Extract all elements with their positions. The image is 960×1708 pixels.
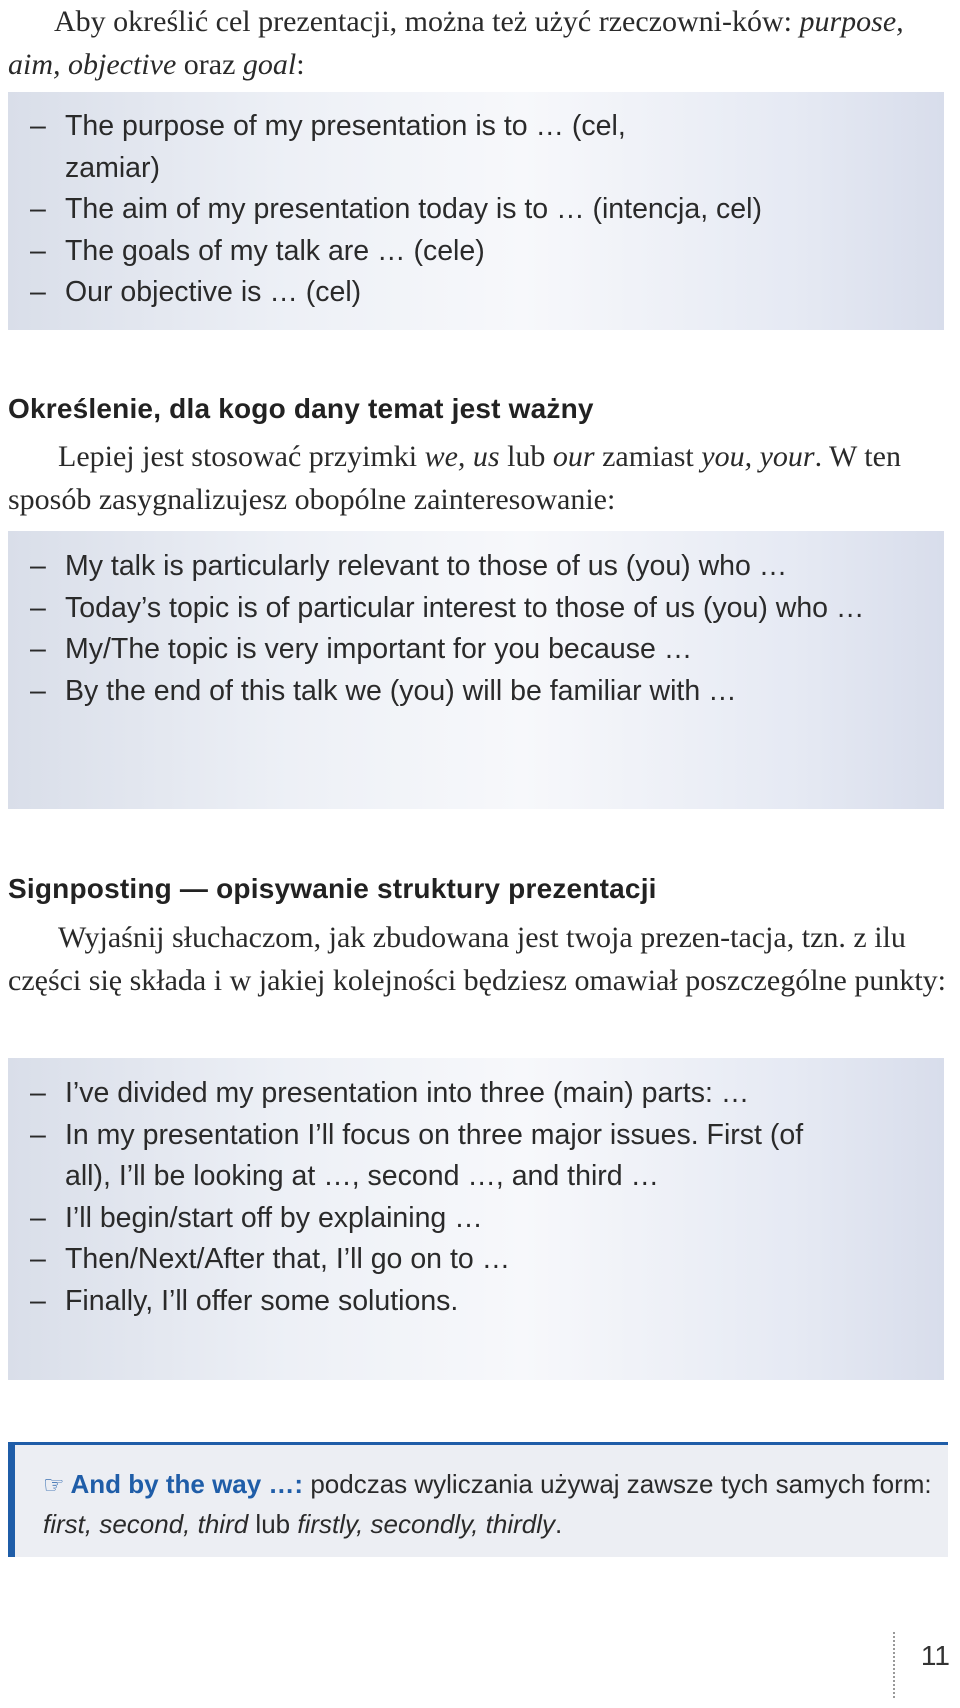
phrase-box-purpose [8,92,944,330]
dash-bullet: – [30,193,46,225]
dash-bullet: – [30,1243,46,1275]
page-number: 11 [920,1640,950,1671]
dash-bullet: – [30,1201,46,1234]
relevance-italic-3: you, your [701,440,815,473]
relevance-italic-2: our [552,440,595,473]
list-item [8,1115,944,1198]
tip-italic-2: firstly, secondly, thirdly [297,1509,556,1539]
section-heading-relevance: Określenie, dla kogo dany temat jest ważny [8,393,594,424]
list-item [8,1198,944,1240]
list-item [8,106,944,189]
list-item-text: Finally, I’ll offer some solutions. [65,1284,459,1317]
intro-text-mid: oraz [176,48,243,81]
tip-label: And by the way …: [70,1469,304,1499]
page-number-divider [893,1632,895,1698]
dash-bullet: – [30,1118,46,1151]
list-item [8,231,944,273]
dash-bullet: – [30,674,46,707]
pointing-hand-icon: ☞ [43,1472,65,1499]
relevance-paragraph [8,435,952,521]
dash-bullet: – [30,110,46,142]
tip-text [43,1465,943,1543]
intro-paragraph [8,0,952,86]
list-item-text: Then/Next/After that, I’ll go on to … [65,1243,511,1275]
list-item-text: Today’s topic is of particular interest to those of us (you) who … [65,591,865,624]
dash-bullet: – [30,591,46,624]
list-item-text: The purpose of my presentation is to … (cel, zamiar) [65,110,626,184]
list-item-text: The goals of my talk are … (cele) [65,234,485,267]
list-item-text: I’ve divided my presentation into three (main) parts: … [65,1077,750,1109]
signposting-paragraph: Wyjaśnij słuchaczom, jak zbudowana jest twoja prezen-tacja, tzn. z ilu części się składa i w jakiej kolejności będziesz omawiał poszczególne punkty: [8,921,947,997]
intro-italic-goal: goal [242,48,297,81]
phrase-list [8,1058,944,1322]
intro-italic-terms: purpose, aim, objective [8,5,904,81]
list-item [8,189,944,231]
phrase-box-signposting [8,1058,944,1380]
dash-bullet: – [30,633,46,665]
tip-box [8,1442,948,1557]
list-item-text: Our objective is … (cel) [65,276,362,308]
list-item-text: By the end of this talk we (you) will be familiar with … [65,674,737,707]
section-heading-signposting: Signposting — opisywanie struktury prezentacji [8,873,657,904]
dash-bullet: – [30,1284,46,1317]
dash-bullet: – [30,234,46,267]
list-item-text: The aim of my presentation today is to … (intencja, cel) [65,193,762,225]
intro-text-before: Aby określić cel prezentacji, można też użyć rzeczowni-ków: [54,5,800,38]
list-item-text: My/The topic is very important for you because … [65,633,693,665]
relevance-text-4: . W ten sposób zasygnalizujesz obopólne zainteresowanie: [8,440,901,516]
relevance-text-1: Lepiej jest stosować przyimki [58,440,425,473]
tip-italic-1: first, second, third [43,1509,249,1539]
list-item [8,1073,944,1115]
list-item [8,588,944,630]
list-item [8,546,944,588]
list-item-text: In my presentation I’ll focus on three major issues. First (of all), I’ll be looking at …, second …, and third … [65,1118,804,1192]
list-item [8,272,944,314]
tip-text-1: podczas wyliczania używaj zawsze tych samych form: [303,1469,932,1499]
relevance-text-3: zamiast [594,440,702,473]
dash-bullet: – [30,550,46,582]
tip-text-3: . [555,1509,563,1539]
list-item [8,1239,944,1281]
intro-text-after: : [296,48,305,81]
list-item-text: I’ll begin/start off by explaining … [65,1201,483,1234]
relevance-italic-1: we, us [424,440,500,473]
phrase-list [8,92,944,314]
list-item-text: My talk is particularly relevant to those of us (you) who … [65,550,788,582]
dash-bullet: – [30,1077,46,1109]
list-item [8,629,944,671]
phrase-list [8,531,944,712]
dash-bullet: – [30,276,46,308]
relevance-text-2: lub [499,440,553,473]
tip-text-2: lub [248,1509,298,1539]
phrase-box-relevance [8,531,944,809]
list-item [8,671,944,713]
list-item [8,1281,944,1323]
